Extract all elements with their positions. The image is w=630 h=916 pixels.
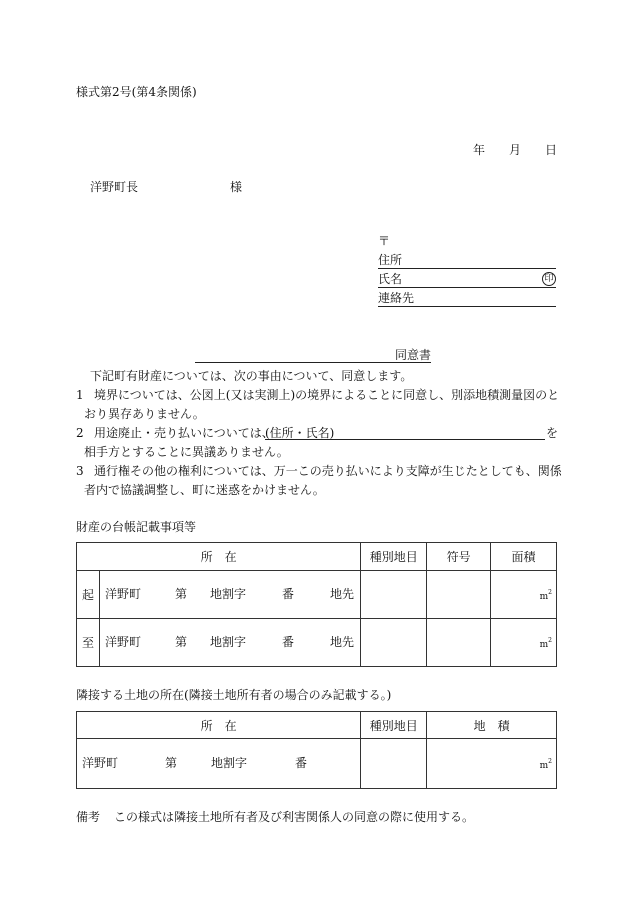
date-month: 月	[509, 143, 522, 157]
town-name: 洋野町	[104, 587, 141, 601]
land-type-cell[interactable]	[361, 619, 427, 667]
header-location: 所 在	[77, 712, 361, 739]
note-text: この様式は隣接土地所有者及び利害関係人の同意の際に使用する。	[114, 810, 475, 824]
ban-label: 番	[281, 635, 294, 649]
item-1-number: 1	[76, 388, 84, 402]
area-unit-sup: 2	[548, 636, 552, 644]
table-row	[77, 619, 557, 667]
date-year: 年	[473, 143, 486, 157]
town-name: 洋野町	[82, 756, 119, 770]
header-area: 面積	[491, 543, 557, 571]
table-row	[77, 739, 557, 789]
contact-field[interactable]	[378, 291, 556, 307]
area-cell[interactable]	[491, 571, 557, 619]
area-cell[interactable]	[427, 739, 557, 789]
header-land-type: 種別地目	[361, 543, 427, 571]
party-field[interactable]	[265, 426, 545, 440]
land-type-cell[interactable]	[361, 571, 427, 619]
chisaki-label: 地先	[329, 587, 354, 601]
item-2-suffix: を	[546, 426, 559, 440]
location-cell[interactable]	[77, 739, 361, 789]
item-1-continuation: おり異存ありません。	[84, 407, 205, 421]
postal-mark: 〒	[378, 234, 391, 248]
location-cell[interactable]	[99, 619, 360, 667]
item-2-text: 用途廃止・売り払いについては、	[94, 426, 274, 440]
chiwari-label: 地割字	[211, 756, 248, 770]
property-table	[76, 542, 557, 667]
table1-caption: 財産の台帳記載事項等	[76, 520, 197, 534]
intro-text: 下記町有財産については、次の事由について、同意します。	[90, 369, 413, 383]
number-cell[interactable]	[427, 619, 491, 667]
addressee-name: 洋野町長	[90, 180, 139, 194]
chiwari-label: 地割字	[209, 635, 246, 649]
dai-label: 第	[174, 587, 187, 601]
adjacent-land-table	[76, 711, 557, 789]
seal-mark: 印	[542, 272, 556, 286]
adjacent-table-header	[77, 712, 557, 739]
town-name: 洋野町	[104, 635, 141, 649]
header-land-type: 種別地目	[361, 712, 427, 739]
address-label: 住所	[378, 253, 403, 267]
document-title: 同意書	[195, 348, 431, 363]
table2-caption: 隣接する土地の所在(隣接土地所有者の場合のみ記載する。)	[76, 688, 392, 702]
row-label-start: 起	[77, 571, 100, 619]
ban-label: 番	[281, 587, 294, 601]
location-cell[interactable]	[99, 571, 360, 619]
chisaki-label: 地先	[329, 635, 354, 649]
header-location: 所 在	[77, 543, 361, 571]
land-type-cell[interactable]	[361, 739, 427, 789]
header-area: 地 積	[427, 712, 557, 739]
item-3-number: 3	[76, 464, 84, 478]
item-2-continuation: 相手方とすることに異議ありません。	[84, 445, 289, 459]
chiwari-label: 地割字	[209, 587, 246, 601]
addressee-honorific: 様	[230, 180, 243, 194]
dai-label: 第	[174, 635, 187, 649]
name-label: 氏名	[378, 272, 403, 286]
ban-label: 番	[295, 756, 308, 770]
property-table-header	[77, 543, 557, 571]
item-3-continuation: 者内で協議調整し、町に迷惑をかけません。	[84, 483, 325, 497]
number-cell[interactable]	[427, 571, 491, 619]
contact-label: 連絡先	[378, 291, 415, 305]
form-number: 様式第2号(第4条関係)	[76, 85, 197, 99]
dai-label: 第	[165, 756, 178, 770]
row-label-end: 至	[77, 619, 100, 667]
date-day: 日	[545, 143, 558, 157]
item-2-number: 2	[76, 426, 84, 440]
area-unit: m	[539, 591, 549, 602]
header-number: 符号	[427, 543, 491, 571]
area-cell[interactable]	[491, 619, 557, 667]
table-row	[77, 571, 557, 619]
area-unit-sup: 2	[548, 588, 552, 596]
item-3-text: 通行権その他の権利については、万一この売り払いにより支障が生じたとしても、関係	[94, 464, 562, 478]
note-label: 備考	[76, 810, 101, 824]
party-field-label: (住所・氏名)	[265, 426, 335, 440]
area-unit: m	[539, 639, 549, 650]
address-field[interactable]	[378, 253, 556, 269]
item-1-text: 境界については、公図上(又は実測上)の境界によることに同意し、別添地積測量図のと	[94, 388, 560, 402]
area-unit: m	[539, 760, 549, 771]
area-unit-sup: 2	[548, 757, 552, 765]
name-field[interactable]	[378, 272, 556, 288]
